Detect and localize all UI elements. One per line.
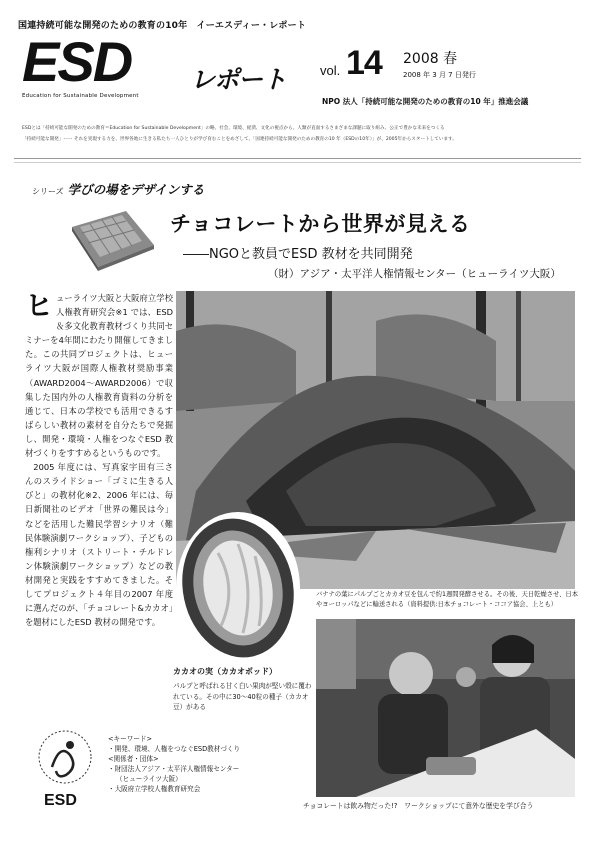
keyword-heading: <キーワード> bbox=[108, 735, 153, 743]
issue-date: 2008 年 3 月 7 日発行 bbox=[403, 71, 476, 79]
intro-line-2: 「持続可能な開発」ーー それを実現する力を、世界各地に生きる私たち一人ひとりが学び育むことをめざして、「国連持続可能な開発のための教育の10 年（ESDの10年）」が、2005年からスタートしています。 bbox=[22, 137, 457, 142]
volume-label: vol. bbox=[320, 63, 341, 78]
issue-season: 2008 春 bbox=[403, 51, 458, 67]
workshop-caption: チョコレートは飲み物だった!? ワークショップにて意外な歴史を学び合う bbox=[303, 802, 534, 810]
related-org-2: ・大阪府立学校人権教育研究会 bbox=[108, 785, 201, 793]
article-author: （財）アジア・太平洋人権情報センター（ヒューライツ大阪） bbox=[268, 268, 561, 280]
header-divider-2 bbox=[14, 162, 581, 163]
series-heading bbox=[32, 180, 204, 198]
article-body bbox=[25, 291, 173, 629]
chocolate-bar-image bbox=[68, 205, 156, 273]
keyword-item: ・開発、環境、人権をつなぐESD教材づくり bbox=[108, 745, 241, 753]
cocoa-caption-title: カカオの実（カカオポッド） bbox=[173, 667, 277, 676]
workshop-photo bbox=[316, 619, 575, 797]
masthead-tagline: 国連持続可能な開発のための教育の10年 イーエスディー・レポート bbox=[18, 21, 307, 31]
related-org-1: ・財団法人アジア・太平洋人権情報センター bbox=[108, 765, 240, 773]
keyword-box bbox=[108, 734, 240, 794]
logo-subtitle: Education for Sustainable Development bbox=[22, 93, 139, 99]
main-photo-caption: バナナの葉にパルプごとカカオ豆を包んで約1週間発酵させる。その後、天日乾燥させ、日本やヨーロッパなどに輸送される（資料提供:日本チョコレート・ココア協会、上とも） bbox=[316, 591, 578, 608]
esd-logo: ESD bbox=[22, 30, 132, 93]
paragraph-1 bbox=[25, 291, 173, 460]
related-org-heading: <関係者・団体> bbox=[108, 755, 159, 763]
cocoa-pod-photo bbox=[163, 508, 313, 668]
drop-cap: ヒ bbox=[25, 289, 54, 322]
report-logo: レポート bbox=[190, 65, 287, 94]
series-title: 学びの場をデザインする bbox=[67, 182, 205, 197]
esd-j-seal-icon bbox=[30, 725, 100, 813]
article-title: チョコレートから世界が見える bbox=[170, 212, 471, 236]
intro-text bbox=[22, 123, 582, 145]
seal-label: ESD bbox=[44, 792, 77, 809]
paragraph-2: 2005 年度には、写真家宇田有三さんのスライドショー「ゴミに生きる人びと」の教材化※2、2006 年には、毎日新聞社のビデオ「世界の難民は今」などを活用した難民学習シナリオ（難民体験演劇ワークショップ）、子どもの権利シナリオ（ストリート・チルドレン体験演劇ワークショップ）などの教材開発と実践をすすめてきました。そしてプロジェクト４年目の2007 年度に選んだのが、「チョコレート&カカオ」を題材にしたESD 教材の開発です。 bbox=[25, 462, 173, 628]
header-divider bbox=[14, 158, 581, 159]
related-org-1-sub: （ヒューライツ大阪） bbox=[116, 775, 182, 783]
publisher: NPO 法人「持続可能な開発のための教育の10 年」推進会議 bbox=[322, 97, 529, 106]
intro-line-1: ESDとは「持続可能な開発のための教育＝Education for Sustainable Development」の略。社会、環境、経済、文化の視点から、人類が直面するさまざまな課題に取り組み、公正で豊かな未来をつくる bbox=[22, 126, 445, 131]
article-subtitle: ――NGOと教員でESD 教材を共同開発 bbox=[183, 247, 413, 262]
series-label: シリーズ bbox=[32, 187, 64, 196]
paragraph-1-text: ューライツ大阪と大阪府立学校人権教育研究会※1 では、ESD＆多文化教育教材づくり共同セミナーを4年間にわたり開催してきました。この共同プロジェクトは、ヒューライツ大阪が国際人権教材奨励事業（AWARD2004～AWARD2006）で収集した国内外の人権教育資料の分析を通じて、日本の学校でも活用できるすばらしい教材の素材を自分たちで発掘し、開発・環境・人権をつなぐESD 教材づくりをすすめるというものです。 bbox=[25, 293, 173, 459]
volume-number: 14 bbox=[346, 44, 382, 82]
cocoa-caption: パルプと呼ばれる甘く白い果肉が堅い殻に覆われている。その中に30～40粒の種子（カカオ豆）がある bbox=[173, 682, 312, 711]
